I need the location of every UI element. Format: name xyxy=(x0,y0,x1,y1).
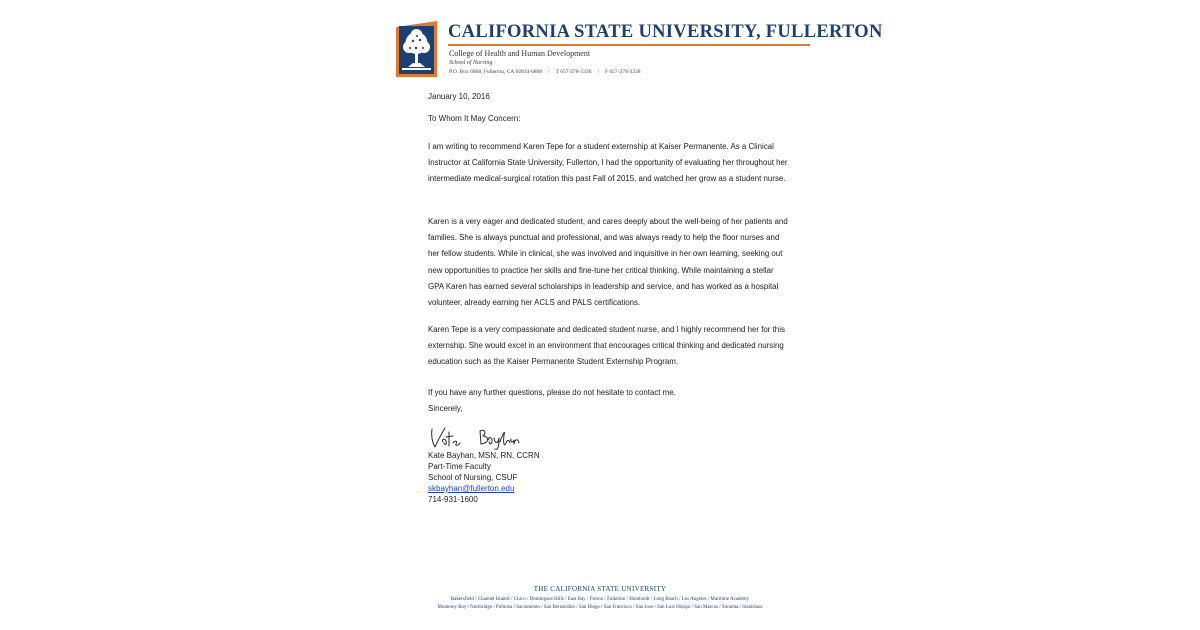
contact-line: P.O. Box 6868, Fullerton, CA 92834-6868 / T 657-278-3336 / F 657-278-3338 xyxy=(449,69,641,75)
phone: T 657-278-3336 xyxy=(555,69,592,75)
letter-greeting: To Whom It May Concern: xyxy=(428,114,521,123)
signer-email-link[interactable]: skbayhan@fullerton.edu xyxy=(428,484,515,493)
paragraph-4: If you have any further questions, please do not hesitate to contact me. xyxy=(428,387,676,397)
letter-closing: Sincerely, xyxy=(428,404,463,413)
signature-block xyxy=(428,450,540,505)
university-name: CALIFORNIA STATE UNIVERSITY, FULLERTON xyxy=(448,22,883,42)
footer-campuses-line-2: Monterey Bay / Northridge / Pomona / Sacramento / San Bernardino / San Diego / San Francisco / San Jose / San Luis Obispo / San Marcos / Sonoma / Stanislaus xyxy=(437,605,763,610)
address: P.O. Box 6868, Fullerton, CA 92834-6868 xyxy=(449,69,543,75)
footer-title: THE CALIFORNIA STATE UNIVERSITY xyxy=(533,585,667,593)
paragraph-2: Karen is a very eager and dedicated student, and cares deeply about the well-being of her patients and families. She is always punctual and professional, and was always ready to help the floor nurses and her fellow students. While in clinical, she was involved and inquisitive in her own learning, seeking out new opportunities to practice her skills and fine-tune her critical thinking. While maintaining a stellar GPA Karen has earned several scholarships in leadership and service, and has worked as a hospital volunteer, already earning her ACLS and PALS certifications. xyxy=(428,216,788,307)
letterhead-rule xyxy=(448,44,810,46)
signer-title: Part-Time Faculty xyxy=(428,462,491,471)
tree-logo-icon xyxy=(396,21,437,77)
letter-date: January 10, 2016 xyxy=(428,92,490,101)
signer-phone: 714-931-1600 xyxy=(428,495,478,504)
school-name: School of Nursing xyxy=(449,60,493,66)
paragraph-3: Karen Tepe is a very compassionate and dedicated student nurse, and I highly recommend her for this externship. She would excel in an environment that encourages critical thinking and dedicated nursing education such as the Kaiser Permanente Student Externship Program. xyxy=(428,324,785,367)
fax: F 657-278-3338 xyxy=(604,69,641,75)
handwritten-signature xyxy=(418,415,530,453)
signer-department: School of Nursing, CSUF xyxy=(428,473,518,482)
footer-campuses-line-1: Bakersfield / Channel Islands / Chico / Dominguez Hills / East Bay / Fresno / Fullerton / Humboldt / Long Beach / Los Angeles / Maritime Academy xyxy=(450,597,750,602)
paragraph-1: I am writing to recommend Karen Tepe for a student externship at Kaiser Permanente. As a Clinical Instructor at California State University, Fullerton, I had the opportunity of evaluating her throughout her intermediate medical-surgical rotation this past Fall of 2015, and watched her grow as a student nurse. xyxy=(428,141,788,184)
college-name: College of Health and Human Development xyxy=(449,49,591,58)
signer-name: Kate Bayhan, MSN, RN, CCRN xyxy=(428,451,540,460)
